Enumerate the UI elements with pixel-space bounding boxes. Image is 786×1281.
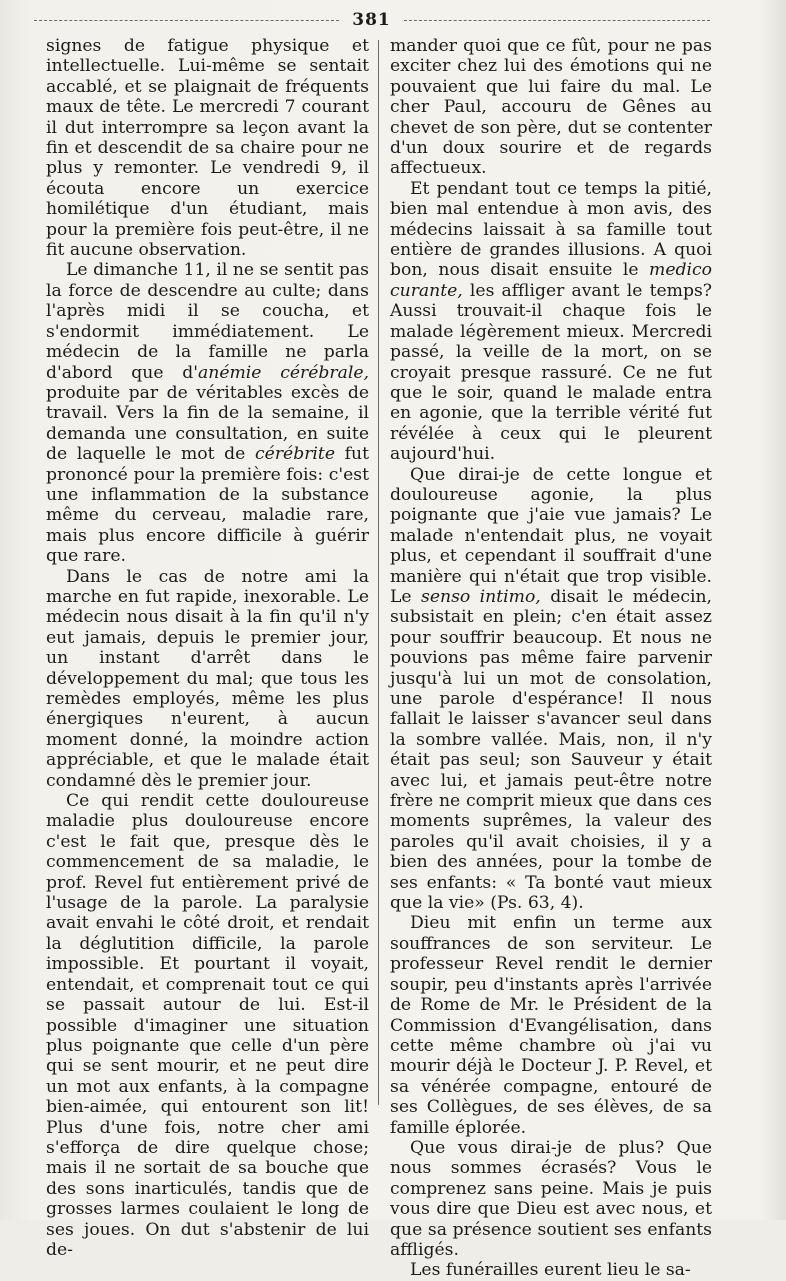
paragraph: Les funérailles eurent lieu le sa- (410, 1260, 691, 1281)
paragraph (46, 260, 369, 566)
italic-term: anémie cérébrale, (198, 362, 369, 383)
paragraph-text: Que dirai-je de cette longue et douloureuse agonie, la plus poignante que j'aie vue jamais? Le malade n'entendait plus, ne voyait plus, et cependant il souffrait d'une manière qui n'était que trop visible. Le (390, 464, 712, 607)
paragraph-text: les affliger avant le temps? Aussi trouvait-il chaque fois le malade légèrement mieux. Mercredi passé, la veille de la mort, on se croyait presque rassuré. Ce ne fut que le soir, quand le malade entra en agonie, que la terrible vérité fut révélée à ceux qui le pleurent aujourd'hui. (390, 280, 712, 465)
paragraph (390, 465, 712, 914)
paragraph-text: Et pendant tout ce temps la pitié, bien mal entendue à mon avis, des médecins laissait à sa famille tout entière de grandes illusions. A quoi bon, nous disait ensuite le (390, 178, 712, 281)
page-number: 381 (352, 10, 391, 30)
italic-term: senso intimo, (421, 586, 541, 607)
paragraph: Ce qui rendit cette douloureuse maladie plus douloureuse encore c'est le fait que, presque dès le commencement de sa maladie, le prof. Revel fut entièrement privé de l'usage de la parole. La paralysie avait envahi le côté droit, et rendait la déglutition difficile, la parole impossible. Et pourtant il voyait, entendait, et comprenait tout ce qui se passait autour de lui. Est-il possible d'imaginer une situation plus poignante que celle d'un père qui se sent mourir, et ne peut dire un mot aux enfants, à la compagne bien-aimée, qui entourent son lit! Plus d'une fois, notre cher ami s'efforça de dire quelque chose; mais il ne sortait de sa bouche que des sons inarticulés, tandis que de grosses larmes coulaient le long de ses joues. On dut s'abstenir de lui de- (46, 791, 369, 1260)
left-column (46, 36, 369, 1260)
paragraph-text: Le dimanche 11, il ne se sentit pas la force de descendre au culte; dans l'après midi il se coucha, et s'endormit immédiatement. Le médecin de la famille ne parla d'abord que d' (46, 260, 369, 383)
paragraph: Dans le cas de notre ami la marche en fut rapide, inexorable. Le médecin nous disait à la fin qu'il n'y eut jamais, depuis le premier jour, un instant d'arrêt dans le développement du mal; que tous les remèdes employés, même les plus énergiques n'eurent, à aucun moment donné, la moindre action appréciable, et que le malade était condamné dès le premier jour. (46, 566, 369, 791)
paragraph-text: produite par de véritables excès de travail. Vers la fin de la semaine, il demanda une consultation, en suite de laquelle le mot de (46, 382, 369, 465)
paragraph: signes de fatigue physique et intellectuelle. Lui-même se sentait accablé, et se plaignait de fréquents maux de tête. Le mercredi 7 courant il dut interrompre sa leçon avant la fin et descendit de sa chaire pour ne plus y remonter. Le vendredi 9, il écouta encore un exercice homilétique d'un étudiant, mais pour la première fois peut-être, il ne fit aucune observation. (46, 36, 369, 261)
paragraph: Dieu mit enfin un terme aux souffrances de son serviteur. Le professeur Revel rendit le dernier soupir, peu d'instants après l'arrivée de Rome de Mr. le Président de la Commission d'Evangélisation, dans cette même chambre où j'ai vu mourir déjà le Docteur J. P. Revel, et sa vénérée compagne, entouré de ses Collègues, de ses élèves, de sa famille éplorée. (390, 913, 712, 1138)
right-column (390, 36, 712, 1281)
paragraph (390, 179, 712, 465)
italic-term: cérébrite (255, 444, 335, 465)
italic-term: medico curante, (390, 260, 712, 301)
page-header (34, 8, 710, 32)
column-divider (378, 40, 379, 1105)
paragraph: mander quoi que ce fût, pour ne pas exciter chez lui des émotions qui ne pouvaient que lui faire du mal. Le cher Paul, accouru de Gênes au chevet de son père, dut se contenter d'un doux sourire et de regards affectueux. (390, 36, 712, 179)
paragraph-text: disait le médecin, subsistait en plein; c'en était assez pour souffrir beaucoup. Et nous ne pouvions pas même faire parvenir jusqu'à lui un mot de consolation, une parole d'espérance! Il nous fallait le laisser s'avancer seul dans la sombre vallée. Mais, non, il n'y était pas seul; son Sauveur y était avec lui, et jamais peut-être notre frère ne comprit mieux que dans ces moments suprêmes, la valeur des paroles qu'il avait choisies, il y a bien des années, pour la tombe de ses enfants: « Ta bonté vaut mieux que la vie» (Ps. 63, 4). (390, 586, 712, 914)
header-rule-left (34, 20, 339, 21)
paragraph-text: fut prononcé pour la première fois: c'est une inflammation de la substance même du cerveau, maladie rare, mais plus encore difficile à guérir que rare. (46, 444, 369, 567)
paragraph: Que vous dirai-je de plus? Que nous sommes écrasés? Vous le comprenez sans peine. Mais je puis vous dire que Dieu est avec nous, et que sa présence soutient ses enfants affligés. (390, 1137, 712, 1260)
header-rule-right (404, 20, 710, 21)
